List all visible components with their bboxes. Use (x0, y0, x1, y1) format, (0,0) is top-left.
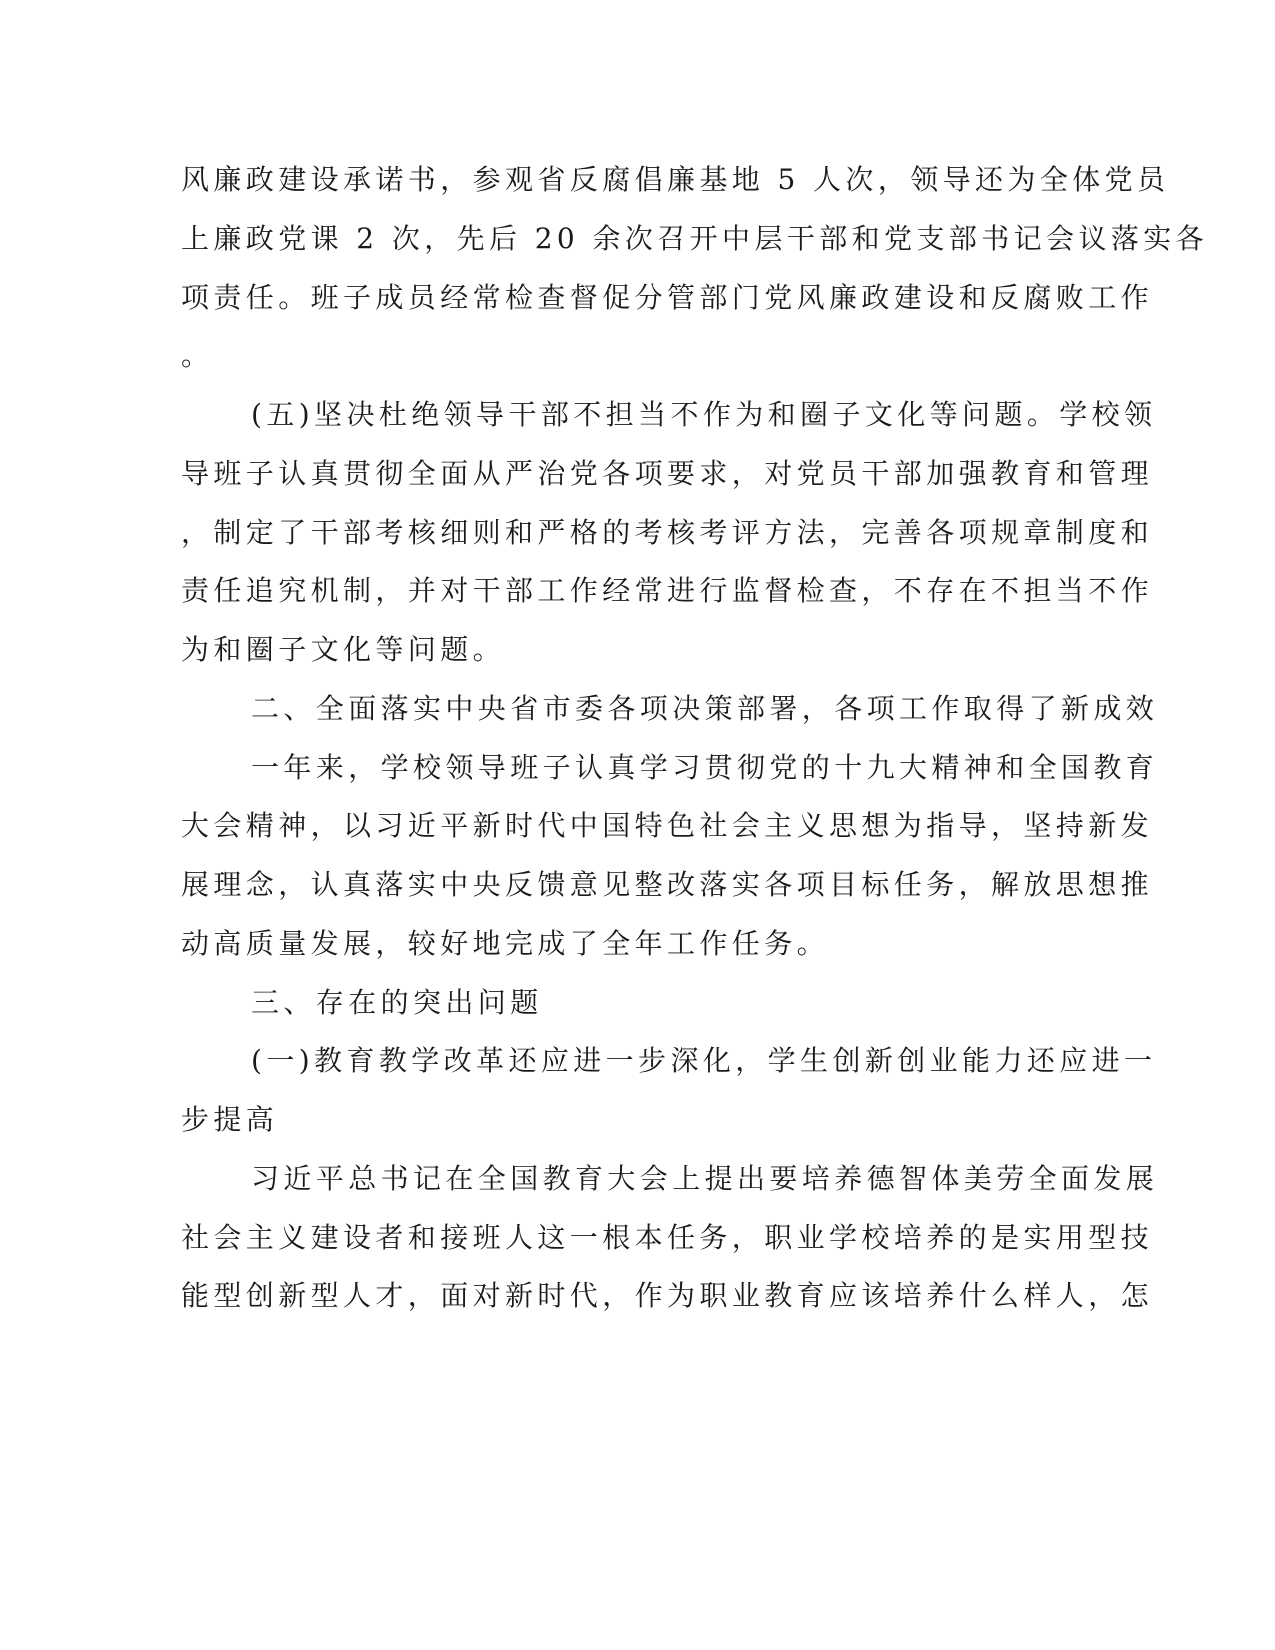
text-line-16: (一)教育教学改革还应进一步深化，学生创新创业能力还应进一 (251, 1044, 1157, 1077)
text-line-10: 二、全面落实中央省市委各项决策部署，各项工作取得了新成效 (251, 692, 1159, 725)
text-line-18: 习近平总书记在全国教育大会上提出要培养德智体美劳全面发展 (251, 1162, 1159, 1195)
text-line-19: 社会主义建设者和接班人这一根本任务，职业学校培养的是实用型技 (181, 1221, 1154, 1254)
text-line-11: 一年来，学校领导班子认真学习贯彻党的十九大精神和全国教育 (251, 751, 1159, 784)
text-line-4: 。 (181, 339, 214, 372)
text-line-5: (五)坚决杜绝领导干部不担当不作为和圈子文化等问题。学校领 (251, 398, 1157, 431)
text-line-15: 三、存在的突出问题 (251, 986, 543, 1019)
text-line-9: 为和圈子文化等问题。 (181, 633, 506, 666)
text-line-3: 项责任。班子成员经常检查督促分管部门党风廉政建设和反腐败工作 (181, 281, 1154, 314)
text-line-6: 导班子认真贯彻全面从严治党各项要求，对党员干部加强教育和管理 (181, 457, 1154, 490)
text-line-20: 能型创新型人才，面对新时代，作为职业教育应该培养什么样人，怎 (181, 1279, 1154, 1312)
text-line-17: 步提高 (181, 1103, 279, 1136)
text-line-7: ，制定了干部考核细则和严格的考核考评方法，完善各项规章制度和 (181, 516, 1154, 549)
text-line-13: 展理念，认真落实中央反馈意见整改落实各项目标任务，解放思想推 (181, 868, 1154, 901)
text-line-14: 动高质量发展，较好地完成了全年工作任务。 (181, 927, 830, 960)
text-line-2: 上廉政党课 2 次，先后 20 余次召开中层干部和党支部书记会议落实各 (181, 222, 1209, 255)
text-line-1: 风廉政建设承诺书，参观省反腐倡廉基地 5 人次，领导还为全体党员 (181, 163, 1170, 196)
text-line-8: 责任追究机制，并对干部工作经常进行监督检查，不存在不担当不作 (181, 574, 1154, 607)
text-line-12: 大会精神，以习近平新时代中国特色社会主义思想为指导，坚持新发 (181, 809, 1154, 842)
